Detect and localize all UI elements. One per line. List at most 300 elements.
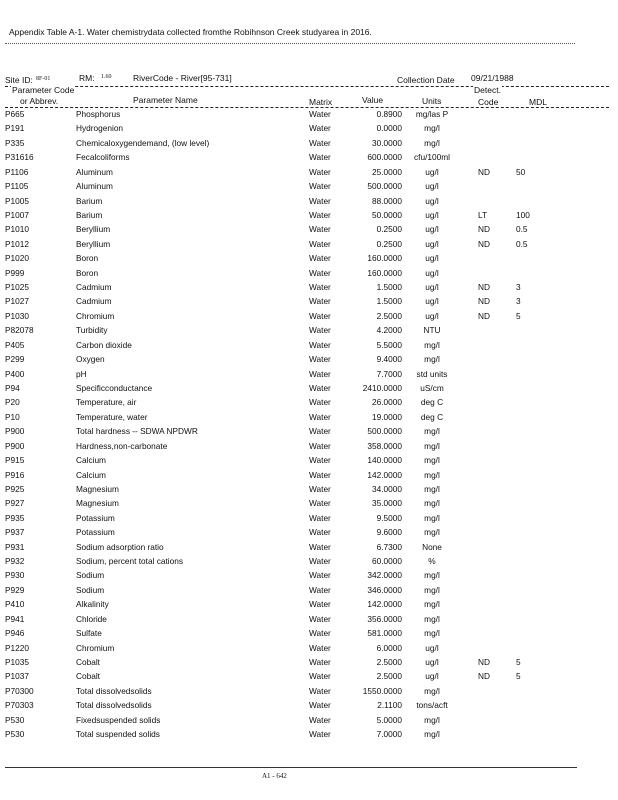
detect-code-cell: ND xyxy=(478,671,490,682)
param-name-cell: Potassium xyxy=(76,512,115,523)
value-cell: 2410.0000 xyxy=(362,382,402,393)
param-code-cell: P10 xyxy=(5,411,20,422)
table-row xyxy=(0,513,618,527)
mdl-cell: 0.5 xyxy=(516,238,528,249)
param-code-cell: P927 xyxy=(5,498,25,509)
param-code-cell: P530 xyxy=(5,729,25,740)
value-cell: 9.5000 xyxy=(376,512,402,523)
param-name-cell: Total hardness -- SDWA NPDWR xyxy=(76,426,198,437)
param-code-cell: P20 xyxy=(5,397,20,408)
param-code-cell: P937 xyxy=(5,527,25,538)
value-cell: 35.0000 xyxy=(372,498,402,509)
value-cell: 2.5000 xyxy=(376,656,402,667)
units-cell: mg/l xyxy=(424,512,440,523)
table-row xyxy=(0,686,618,700)
param-code-cell: P1035 xyxy=(5,656,29,667)
param-code-cell: P1105 xyxy=(5,181,29,192)
matrix-cell: Water xyxy=(309,339,331,350)
rm-label: RM: xyxy=(79,73,95,83)
table-row xyxy=(0,296,618,310)
units-cell: mg/l xyxy=(424,455,440,466)
param-code-cell: P916 xyxy=(5,469,25,480)
matrix-cell: Water xyxy=(309,628,331,639)
param-code-cell: P900 xyxy=(5,426,25,437)
detect-code-cell: ND xyxy=(478,296,490,307)
value-cell: 7.0000 xyxy=(376,729,402,740)
param-name-cell: Turbidity xyxy=(76,325,108,336)
param-code-cell: P665 xyxy=(5,109,25,119)
units-cell: cfu/100ml xyxy=(414,152,450,163)
table-row xyxy=(0,369,618,383)
matrix-cell: Water xyxy=(309,469,331,480)
table-row xyxy=(0,542,618,556)
param-code-cell: P941 xyxy=(5,613,25,624)
units-cell: mg/l xyxy=(424,584,440,595)
value-cell: 2.5000 xyxy=(376,671,402,682)
table-row xyxy=(0,397,618,411)
detect-code-cell: ND xyxy=(478,310,490,321)
units-cell: mg/l xyxy=(424,123,440,134)
column-header-param-name: Parameter Name xyxy=(133,95,198,105)
matrix-cell: Water xyxy=(309,700,331,711)
page-number: A1 - 642 xyxy=(262,772,287,780)
units-cell: ug/l xyxy=(425,282,439,293)
param-code-cell: P530 xyxy=(5,714,25,725)
matrix-cell: Water xyxy=(309,426,331,437)
param-code-cell: P70300 xyxy=(5,685,34,696)
units-cell: mg/l xyxy=(424,613,440,624)
table-row xyxy=(0,729,618,743)
param-code-cell: P94 xyxy=(5,382,20,393)
param-code-cell: P915 xyxy=(5,455,25,466)
units-cell: mg/las P xyxy=(415,109,449,119)
matrix-cell: Water xyxy=(309,354,331,365)
column-header-detect-code: Code xyxy=(478,97,499,107)
table-row xyxy=(0,628,618,642)
matrix-cell: Water xyxy=(309,152,331,163)
matrix-cell: Water xyxy=(309,397,331,408)
units-cell: mg/l xyxy=(424,570,440,581)
matrix-cell: Water xyxy=(309,195,331,206)
table-row xyxy=(0,498,618,512)
value-cell: 500.0000 xyxy=(367,426,402,437)
table-row xyxy=(0,643,618,657)
matrix-cell: Water xyxy=(309,483,331,494)
param-name-cell: Sulfate xyxy=(76,628,102,639)
units-cell: ug/l xyxy=(425,181,439,192)
table-row xyxy=(0,599,618,613)
units-cell: mg/l xyxy=(424,483,440,494)
table-row xyxy=(0,585,618,599)
units-cell: mg/l xyxy=(424,339,440,350)
param-name-cell: Sodium, percent total cations xyxy=(76,556,183,567)
value-cell: 5.0000 xyxy=(376,714,402,725)
value-cell: 50.0000 xyxy=(372,209,402,220)
param-code-cell: P999 xyxy=(5,267,25,278)
param-code-cell: P1025 xyxy=(5,282,29,293)
value-cell: 358.0000 xyxy=(367,440,402,451)
value-cell: 60.0000 xyxy=(372,556,402,567)
matrix-cell: Water xyxy=(309,512,331,523)
table-row xyxy=(0,196,618,210)
table-row xyxy=(0,152,618,166)
param-name-cell: Magnesium xyxy=(76,483,119,494)
units-cell: ug/l xyxy=(425,656,439,667)
units-cell: mg/l xyxy=(424,527,440,538)
param-name-cell: Sodium adsorption ratio xyxy=(76,541,164,552)
units-cell: NTU xyxy=(423,325,441,336)
param-name-cell: Cadmium xyxy=(76,282,112,293)
units-cell: ug/l xyxy=(425,238,439,249)
value-cell: 6.7300 xyxy=(376,541,402,552)
param-name-cell: Temperature, water xyxy=(76,411,148,422)
mdl-cell: 0.5 xyxy=(516,224,528,235)
matrix-cell: Water xyxy=(309,613,331,624)
units-cell: deg C xyxy=(420,411,444,422)
mdl-cell: 5 xyxy=(516,671,521,682)
value-cell: 2.5000 xyxy=(376,310,402,321)
table-row xyxy=(0,239,618,253)
value-cell: 500.0000 xyxy=(367,181,402,192)
table-row xyxy=(0,253,618,267)
units-cell: deg C xyxy=(420,397,444,408)
units-cell: mg/l xyxy=(424,498,440,509)
param-name-cell: Sodium xyxy=(76,584,105,595)
param-name-cell: pH xyxy=(76,368,87,379)
param-code-cell: P930 xyxy=(5,570,25,581)
param-name-cell: Fixedsuspended solids xyxy=(76,714,161,725)
column-header-detect: Detect. xyxy=(474,85,501,95)
table-row xyxy=(0,527,618,541)
value-cell: 1.5000 xyxy=(376,282,402,293)
value-cell: 142.0000 xyxy=(367,469,402,480)
matrix-cell: Water xyxy=(309,729,331,740)
table-row xyxy=(0,181,618,195)
units-cell: ug/l xyxy=(425,195,439,206)
detect-code-cell: ND xyxy=(478,166,490,177)
units-cell: ug/l xyxy=(425,209,439,220)
param-name-cell: Carbon dioxide xyxy=(76,339,132,350)
table-row xyxy=(0,715,618,729)
table-row xyxy=(0,441,618,455)
value-cell: 0.8900 xyxy=(376,109,402,119)
table-row xyxy=(0,138,618,152)
param-code-cell: P1012 xyxy=(5,238,29,249)
matrix-cell: Water xyxy=(309,224,331,235)
table-row xyxy=(0,167,618,181)
column-header-param-abbrev: or Abbrev. xyxy=(20,96,59,106)
param-name-cell: Sodium xyxy=(76,570,105,581)
detect-code-cell: ND xyxy=(478,656,490,667)
param-name-cell: Fecalcoliforms xyxy=(76,152,130,163)
param-name-cell: Chemicaloxygendemand, (low level) xyxy=(76,137,210,148)
matrix-cell: Water xyxy=(309,166,331,177)
param-name-cell: Total dissolvedsolids xyxy=(76,700,152,711)
value-cell: 7.7000 xyxy=(376,368,402,379)
value-cell: 1.5000 xyxy=(376,296,402,307)
matrix-cell: Water xyxy=(309,498,331,509)
value-cell: 160.0000 xyxy=(367,267,402,278)
matrix-cell: Water xyxy=(309,282,331,293)
matrix-cell: Water xyxy=(309,267,331,278)
matrix-cell: Water xyxy=(309,599,331,610)
param-code-cell: P31616 xyxy=(5,152,34,163)
param-name-cell: Total suspended solids xyxy=(76,729,160,740)
table-title: Appendix Table A-1. Water chemistrydata collected fromthe Robihnson Creek studyarea in 2016. xyxy=(9,27,372,37)
title-divider xyxy=(5,43,575,44)
units-cell: ug/l xyxy=(425,267,439,278)
value-cell: 25.0000 xyxy=(372,166,402,177)
value-cell: 0.2500 xyxy=(376,224,402,235)
units-cell: mg/l xyxy=(424,685,440,696)
value-cell: 2.1100 xyxy=(377,700,402,711)
mdl-cell: 50 xyxy=(516,166,526,177)
param-code-cell: P1010 xyxy=(5,224,29,235)
matrix-cell: Water xyxy=(309,685,331,696)
collection-date-value: 09/21/1988 xyxy=(471,73,514,83)
value-cell: 9.4000 xyxy=(376,354,402,365)
param-name-cell: Hydrogenion xyxy=(76,123,124,134)
table-row xyxy=(0,383,618,397)
param-name-cell: Calcium xyxy=(76,469,106,480)
matrix-cell: Water xyxy=(309,325,331,336)
matrix-cell: Water xyxy=(309,310,331,321)
value-cell: 0.0000 xyxy=(376,123,402,134)
param-code-cell: P1220 xyxy=(5,642,29,653)
units-cell: ug/l xyxy=(425,296,439,307)
param-code-cell: P70303 xyxy=(5,700,34,711)
column-header-mdl: MDL xyxy=(529,97,547,107)
table-row xyxy=(0,268,618,282)
value-cell: 160.0000 xyxy=(367,253,402,264)
value-cell: 34.0000 xyxy=(372,483,402,494)
param-name-cell: Barium xyxy=(76,195,103,206)
param-code-cell: P335 xyxy=(5,137,25,148)
table-row xyxy=(0,614,618,628)
matrix-cell: Water xyxy=(309,527,331,538)
matrix-cell: Water xyxy=(309,181,331,192)
units-cell: mg/l xyxy=(424,469,440,480)
mdl-cell: 100 xyxy=(516,209,530,220)
table-row xyxy=(0,354,618,368)
units-cell: tons/acft xyxy=(416,700,448,711)
param-code-cell: P1037 xyxy=(5,671,29,682)
param-name-cell: Cobalt xyxy=(76,671,100,682)
param-code-cell: P925 xyxy=(5,483,25,494)
table-row xyxy=(0,340,618,354)
units-cell: mg/l xyxy=(424,628,440,639)
value-cell: 140.0000 xyxy=(367,455,402,466)
header-bottom-rule xyxy=(5,107,609,108)
param-code-cell: P946 xyxy=(5,628,25,639)
param-name-cell: Barium xyxy=(76,209,103,220)
param-code-cell: P299 xyxy=(5,354,25,365)
units-cell: ug/l xyxy=(425,253,439,264)
table-row xyxy=(0,455,618,469)
units-cell: mg/l xyxy=(424,137,440,148)
matrix-cell: Water xyxy=(309,253,331,264)
param-name-cell: Temperature, air xyxy=(76,397,137,408)
param-code-cell: P1005 xyxy=(5,195,29,206)
detect-code-cell: ND xyxy=(478,238,490,249)
matrix-cell: Water xyxy=(309,455,331,466)
table-row xyxy=(0,470,618,484)
param-name-cell: Boron xyxy=(76,253,99,264)
param-name-cell: Hardness,non-carbonate xyxy=(76,440,168,451)
matrix-cell: Water xyxy=(309,656,331,667)
table-row xyxy=(0,282,618,296)
table-row xyxy=(0,700,618,714)
param-code-cell: P929 xyxy=(5,584,25,595)
units-cell: mg/l xyxy=(424,729,440,740)
value-cell: 142.0000 xyxy=(367,599,402,610)
column-header-param-code: Parameter Code xyxy=(12,85,75,95)
matrix-cell: Water xyxy=(309,382,331,393)
matrix-cell: Water xyxy=(309,368,331,379)
matrix-cell: Water xyxy=(309,714,331,725)
param-code-cell: P1020 xyxy=(5,253,29,264)
column-header-matrix: Matrix xyxy=(309,97,333,107)
detect-code-cell: ND xyxy=(478,224,490,235)
table-row xyxy=(0,109,618,123)
units-cell: mg/l xyxy=(424,354,440,365)
param-code-cell: P1030 xyxy=(5,310,29,321)
units-cell: ug/l xyxy=(425,166,439,177)
value-cell: 342.0000 xyxy=(367,570,402,581)
site-id-label: Site ID: xyxy=(5,75,33,85)
value-cell: 1550.0000 xyxy=(362,685,402,696)
param-code-cell: P82078 xyxy=(5,325,34,336)
param-name-cell: Potassium xyxy=(76,527,115,538)
value-cell: 4.2000 xyxy=(376,325,402,336)
header-top-rule xyxy=(5,86,609,87)
param-name-cell: Specificconductance xyxy=(76,382,153,393)
param-name-cell: Calcium xyxy=(76,455,106,466)
matrix-cell: Water xyxy=(309,541,331,552)
mdl-cell: 5 xyxy=(516,310,521,321)
value-cell: 19.0000 xyxy=(372,411,402,422)
mdl-cell: 5 xyxy=(516,656,521,667)
param-name-cell: Aluminum xyxy=(76,181,113,192)
table-row xyxy=(0,484,618,498)
value-cell: 30.0000 xyxy=(372,137,402,148)
value-cell: 6.0000 xyxy=(376,642,402,653)
table-row xyxy=(0,412,618,426)
param-code-cell: P1027 xyxy=(5,296,29,307)
matrix-cell: Water xyxy=(309,556,331,567)
param-name-cell: Total dissolvedsolids xyxy=(76,685,152,696)
table-row xyxy=(0,671,618,685)
table-row xyxy=(0,556,618,570)
param-name-cell: Boron xyxy=(76,267,99,278)
param-code-cell: P931 xyxy=(5,541,25,552)
param-name-cell: Chromium xyxy=(76,310,115,321)
table-row xyxy=(0,325,618,339)
value-cell: 0.2500 xyxy=(376,238,402,249)
param-name-cell: Alkalinity xyxy=(76,599,109,610)
units-cell: uS/cm xyxy=(420,382,444,393)
param-name-cell: Phosphorus xyxy=(76,109,121,119)
matrix-cell: Water xyxy=(309,642,331,653)
mdl-cell: 3 xyxy=(516,282,521,293)
units-cell: None xyxy=(422,541,442,552)
value-cell: 26.0000 xyxy=(372,397,402,408)
param-code-cell: P1106 xyxy=(5,166,29,177)
value-cell: 346.0000 xyxy=(367,584,402,595)
param-name-cell: Chloride xyxy=(76,613,107,624)
param-name-cell: Chromium xyxy=(76,642,115,653)
param-name-cell: Magnesium xyxy=(76,498,119,509)
units-cell: std units xyxy=(416,368,448,379)
value-cell: 581.0000 xyxy=(367,628,402,639)
table-row xyxy=(0,657,618,671)
units-cell: ug/l xyxy=(425,642,439,653)
param-name-cell: Oxygen xyxy=(76,354,105,365)
param-name-cell: Cadmium xyxy=(76,296,112,307)
table-row xyxy=(0,123,618,137)
param-name-cell: Aluminum xyxy=(76,166,113,177)
matrix-cell: Water xyxy=(309,137,331,148)
river-code: RiverCode - River[95-731] xyxy=(133,73,232,83)
value-cell: 5.5000 xyxy=(376,339,402,350)
table-row xyxy=(0,570,618,584)
matrix-cell: Water xyxy=(309,411,331,422)
site-id-value: 8F-01 xyxy=(36,76,51,82)
param-name-cell: Beryllium xyxy=(76,224,111,235)
detect-code-cell: LT xyxy=(478,209,488,220)
units-cell: ug/l xyxy=(425,671,439,682)
value-cell: 88.0000 xyxy=(372,195,402,206)
matrix-cell: Water xyxy=(309,123,331,134)
param-code-cell: P400 xyxy=(5,368,25,379)
param-code-cell: P900 xyxy=(5,440,25,451)
param-code-cell: P935 xyxy=(5,512,25,523)
table-row xyxy=(0,210,618,224)
units-cell: mg/l xyxy=(424,714,440,725)
matrix-cell: Water xyxy=(309,671,331,682)
footer-rule xyxy=(5,767,577,768)
mdl-cell: 3 xyxy=(516,296,521,307)
matrix-cell: Water xyxy=(309,440,331,451)
units-cell: mg/l xyxy=(424,599,440,610)
param-code-cell: P932 xyxy=(5,556,25,567)
value-cell: 600.0000 xyxy=(367,152,402,163)
matrix-cell: Water xyxy=(309,109,331,119)
param-code-cell: P405 xyxy=(5,339,25,350)
collection-date-label: Collection Date xyxy=(397,75,455,85)
units-cell: % xyxy=(428,556,436,567)
matrix-cell: Water xyxy=(309,209,331,220)
rm-value: 1.60 xyxy=(101,74,112,80)
units-cell: mg/l xyxy=(424,440,440,451)
units-cell: ug/l xyxy=(425,310,439,321)
matrix-cell: Water xyxy=(309,296,331,307)
detect-code-cell: ND xyxy=(478,282,490,293)
value-cell: 9.6000 xyxy=(376,527,402,538)
table-row xyxy=(0,426,618,440)
table-row xyxy=(0,311,618,325)
units-cell: mg/l xyxy=(424,426,440,437)
param-name-cell: Cobalt xyxy=(76,656,100,667)
matrix-cell: Water xyxy=(309,570,331,581)
matrix-cell: Water xyxy=(309,238,331,249)
column-header-units: Units xyxy=(422,96,442,106)
value-cell: 356.0000 xyxy=(367,613,402,624)
param-code-cell: P410 xyxy=(5,599,25,610)
matrix-cell: Water xyxy=(309,584,331,595)
column-header-value: Value xyxy=(362,95,384,105)
param-name-cell: Beryllium xyxy=(76,238,111,249)
